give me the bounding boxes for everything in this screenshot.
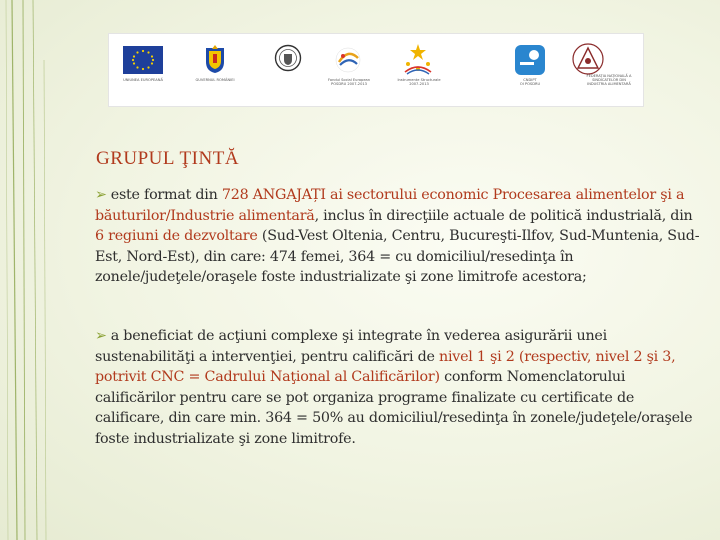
highlight-text: 6 regiuni de dezvoltare (95, 228, 258, 245)
fse-logo-icon (331, 44, 365, 76)
federation-logo-icon (571, 42, 605, 76)
page-title: GRUPUL ŢINTĂ (96, 148, 240, 169)
highlight-text: nivel 1 şi 2 (respectiv, nivel 2 şi 3, potrivit CNC = Cadrului Naţional al Calificărilor) (95, 348, 676, 386)
logo-caption: Instrumente Structurale 2007-2013 (397, 78, 441, 87)
paragraph-text: conform Nomenclatorului calificărilor pentru care se pot organiza programe finalizate cu certificate de calificare, din care min. 364 = 50% au domiciliul/resedinţa în zonele/judeţele/oraşele foste industrializate şi zone limitrofe. (95, 369, 693, 447)
logo-caption: CNDIPT OI POSDRU (519, 78, 541, 87)
decorative-lines (0, 0, 60, 540)
logo-caption: UNIUNEA EUROPEANĂ (123, 78, 163, 82)
paragraph-text: (Sud-Vest Oltenia, Centru, Bucureşti-Ilfov, Sud-Muntenia, Sud-Est, Nord-Est), din care: 474 femei, 364 = cu domiciliul/resedinţa în zonele/judeţele/oraşele foste industrializate şi zone limitrofe acestora; (95, 228, 700, 286)
paragraph-text: , inclus în direcţiile actuale de politică industrială, din (314, 207, 693, 224)
arrow-bullet-icon: ➢ (95, 328, 107, 344)
instrumente-structurale-icon (401, 42, 435, 76)
eu-flag-icon (123, 46, 163, 74)
cndipt-logo-icon (514, 44, 546, 76)
arrow-bullet-icon: ➢ (95, 187, 107, 203)
highlight-text: 728 ANGAJAȚI ai sectorului economic Procesarea alimentelor şi a băuturilor/Industrie alimentară (95, 187, 685, 224)
ministry-seal-icon (274, 44, 302, 72)
logo-caption: FEDERAȚIA NAȚIONALĂ A SINDICATELOR DIN INDUSTRIA ALIMENTARĂ (586, 74, 632, 87)
logo-caption: Fondul Social European POSDRU 2007-2013 (327, 78, 371, 87)
paragraph-text: a beneficiat de acţiuni complexe şi integrate în vederea asigurării unei sustenabilităţi a intervenţiei, pentru calificări de (95, 328, 607, 365)
paragraph-text: este format din (110, 187, 222, 203)
target-group-paragraph (95, 185, 703, 288)
logo-strip (108, 33, 644, 107)
benefits-paragraph (95, 326, 703, 450)
logo-caption: GUVERNUL ROMÂNIEI (195, 78, 235, 82)
romania-coat-of-arms-icon (203, 42, 227, 74)
